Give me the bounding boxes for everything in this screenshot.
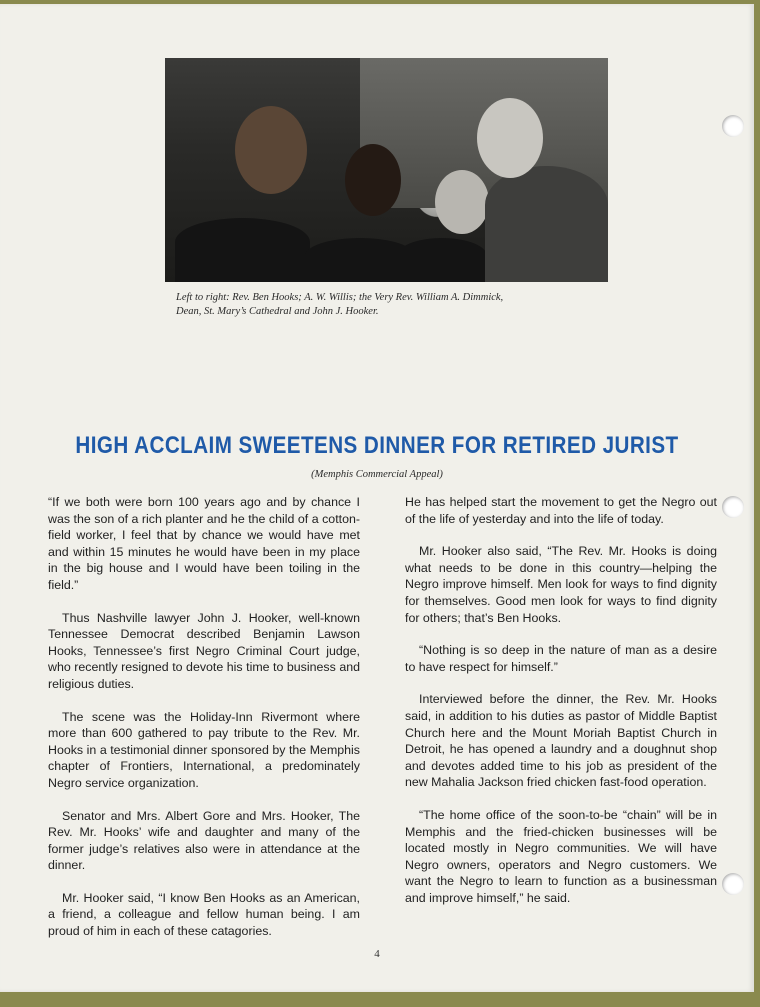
article-column-right xyxy=(405,494,717,922)
paragraph: Thus Nashville lawyer John J. Hooker, well-known Tennessee Democrat described Benjamin Lawson Hooks, Tennessee’s first Negro Criminal Court judge, who recently resigned to devote his time to business and religious duties. xyxy=(48,610,360,691)
paragraph: “The home office of the soon-to-be “chain” will be in Memphis and the fried-chicken businesses will be located mostly in Negro communities. We will have Negro owners, operators and Negro customers. We want the Negro to learn to function as a businessman and improve himself,” he said. xyxy=(405,807,717,905)
background-edge xyxy=(0,992,760,1007)
binder-hole-middle xyxy=(722,496,744,518)
binder-hole-bottom xyxy=(722,873,744,895)
photo-person-3 xyxy=(397,238,487,282)
article-headline: HIGH ACCLAIM SWEETENS DINNER FOR RETIRED JURIST xyxy=(75,432,679,459)
paragraph: Interviewed before the dinner, the Rev. Mr. Hooks said, in addition to his duties as pastor of Middle Baptist Church here and the Mount Moriah Baptist Church in Detroit, he has opened a laundry and a doughnut shop and devotes added time to his job as president of the new Mahalia Jackson fried chicken fast-food operation. xyxy=(405,692,717,790)
photo-person-2-head xyxy=(345,144,401,216)
photo-caption-line-1: Left to right: Rev. Ben Hooks; A. W. Willis; the Very Rev. William A. Dimmick, xyxy=(176,292,504,303)
photo-caption-line-2: Dean, St. Mary’s Cathedral and John J. Hooker. xyxy=(176,306,379,317)
photo-person-3-head xyxy=(435,170,489,234)
paragraph: “Nothing is so deep in the nature of man as a desire to have respect for himself.” xyxy=(405,643,717,674)
photo-person-1-head xyxy=(235,106,307,194)
photo-person-4 xyxy=(485,166,608,282)
article-column-left xyxy=(48,494,360,956)
binder-hole-top xyxy=(722,115,744,137)
paragraph: “If we both were born 100 years ago and by chance I was the son of a rich planter and he the child of a cotton-field worker, I feel that by chance we would have met and within 15 minutes he would have been in my place in the big house and I would have been toiling in the field.” xyxy=(48,495,360,592)
group-photo xyxy=(165,58,608,282)
photo-caption xyxy=(176,291,606,319)
photo-person-1 xyxy=(175,218,310,282)
paragraph: He has helped start the movement to get the Negro out of the life of yesterday and into the life of today. xyxy=(405,495,717,526)
paragraph: The scene was the Holiday-Inn Rivermont where more than 600 gathered to pay tribute to the Rev. Mr. Hooks in a testimonial dinner sponsored by the Memphis chapter of Frontiers, International, a predominately Negro service organization. xyxy=(48,709,360,790)
paragraph: Mr. Hooker also said, “The Rev. Mr. Hooks is doing what needs to be done in this country—helping the Negro improve himself. Men look for ways to find dignity for themselves. Good men look for ways to find dignity for others; that’s Ben Hooks. xyxy=(405,544,717,625)
photo-person-4-head xyxy=(477,98,543,178)
article-source: (Memphis Commercial Appeal) xyxy=(311,469,443,480)
paragraph: Senator and Mrs. Albert Gore and Mrs. Hooker, The Rev. Mr. Hooks’ wife and daughter and many of the former judge’s relatives also were in attendance at the dinner. xyxy=(48,808,360,873)
page-number: 4 xyxy=(374,948,380,960)
document-page xyxy=(0,4,754,992)
paragraph: Mr. Hooker said, “I know Ben Hooks as an American, a friend, a colleague and fellow human being. I am proud of him in each of these catagories. xyxy=(48,890,360,939)
